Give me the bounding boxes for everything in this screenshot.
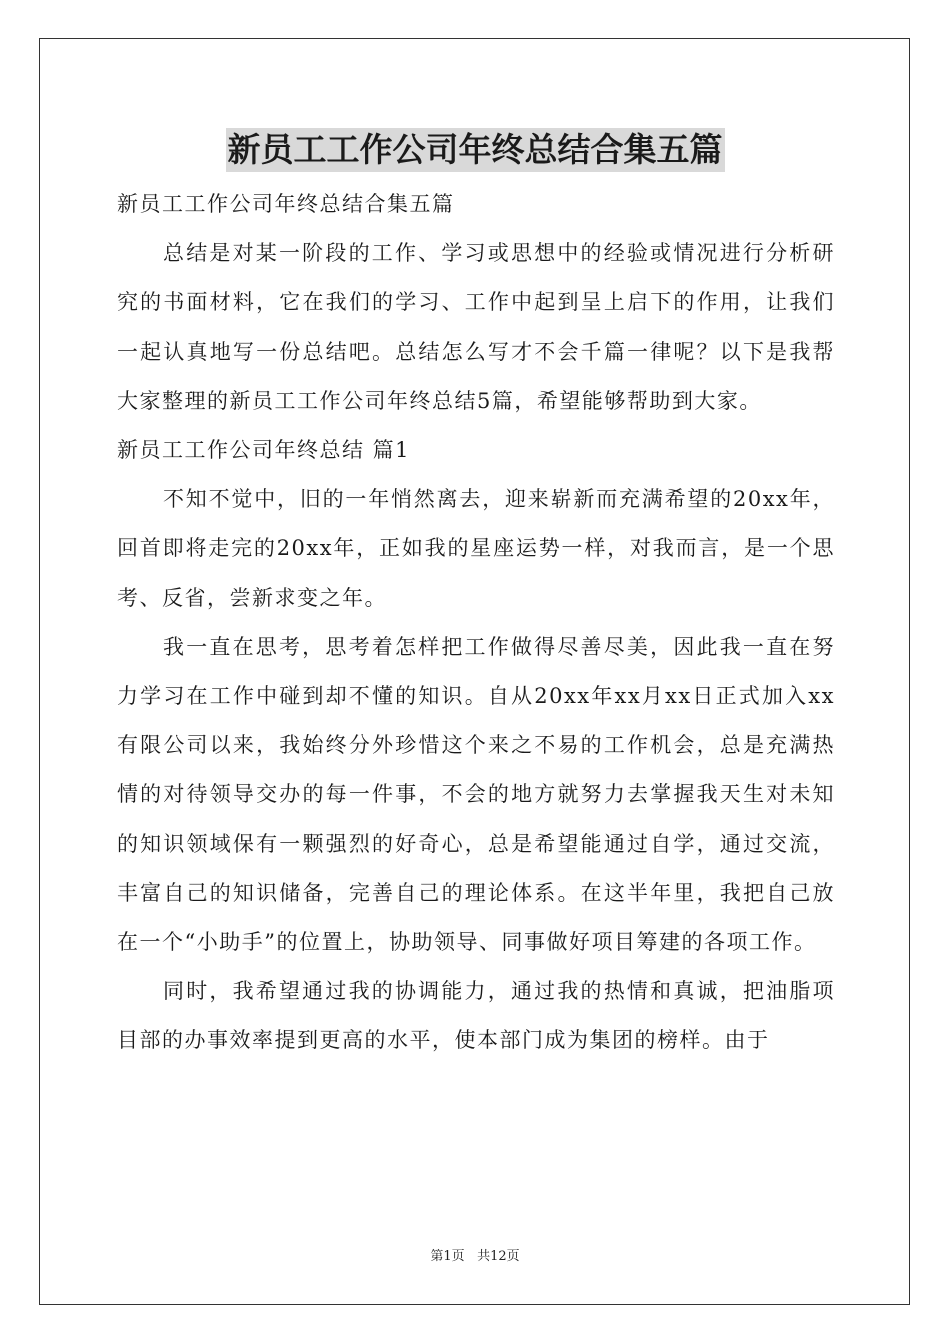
- body-paragraph: 同时，我希望通过我的协调能力，通过我的热情和真诚，把油脂项目部的办事效率提到更高的水平，使本部门成为集团的榜样。由于: [117, 979, 835, 1053]
- body-paragraph: 不知不觉中，旧的一年悄然离去，迎来崭新而充满希望的20xx年，回首即将走完的20xx年，正如我的星座运势一样，对我而言，是一个思考、反省，尝新求变之年。: [117, 487, 835, 610]
- document-title: 新员工工作公司年终总结合集五篇: [226, 128, 725, 172]
- page-number: 第1页: [430, 1249, 465, 1264]
- subtitle-line: 新员工工作公司年终总结合集五篇: [117, 192, 455, 216]
- title-container: [0, 128, 950, 172]
- intro-paragraph: 总结是对某一阶段的工作、学习或思想中的经验或情况进行分析研究的书面材料，它在我们的学习、工作中起到呈上启下的作用，让我们一起认真地写一份总结吧。总结怎么写才不会千篇一律呢？以下是我帮大家整理的新员工工作公司年终总结5篇，希望能够帮助到大家。: [117, 241, 835, 413]
- body-paragraph: 我一直在思考，思考着怎样把工作做得尽善尽美，因此我一直在努力学习在工作中碰到却不懂的知识。自从20xx年xx月xx日正式加入xx有限公司以来，我始终分外珍惜这个来之不易的工作机会，总是充满热情的对待领导交办的每一件事，不会的地方就努力去掌握我天生对未知的知识领域保有一颗强烈的好奇心，总是希望能通过自学，通过交流，丰富自己的知识储备，完善自己的理论体系。在这半年里，我把自己放在一个“小助手”的位置上，协助领导、同事做好项目筹建的各项工作。: [117, 634, 835, 955]
- page-total: 共12页: [477, 1249, 520, 1264]
- section-heading: 新员工工作公司年终总结 篇1: [117, 438, 411, 463]
- page-footer: [0, 1248, 950, 1266]
- document-body: [117, 180, 835, 1066]
